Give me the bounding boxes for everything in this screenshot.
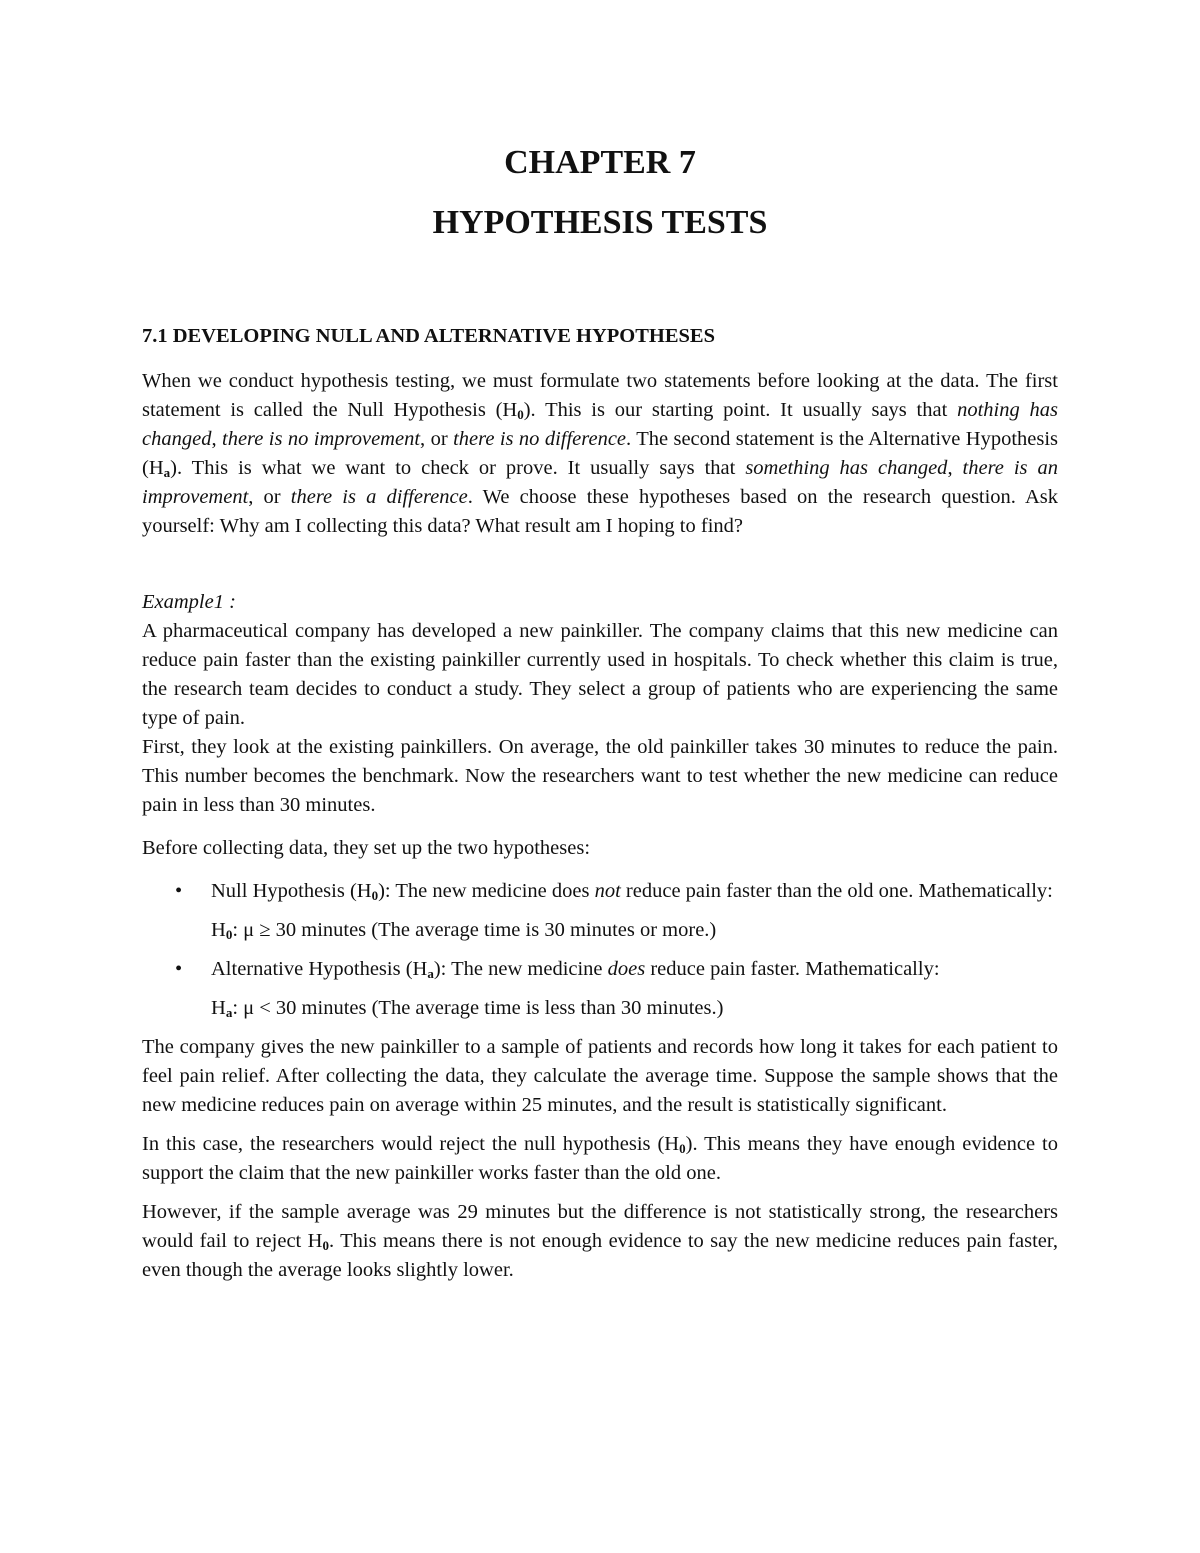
intro-text-9: . We choose these hypotheses based on the research question. Ask yourself: Why am I collecting this data? What result am I hoping to find? xyxy=(142,486,1058,537)
alt-mid: ): The new medicine xyxy=(433,958,608,980)
chapter-title: HYPOTHESIS TESTS xyxy=(432,204,768,241)
alt-lead: Alternative Hypothesis (H xyxy=(211,958,428,980)
subscript-zero: 0 xyxy=(679,1141,686,1156)
bullet-icon: • xyxy=(175,958,183,980)
null-tail: reduce pain faster than the old one. Mathematically: xyxy=(620,880,1053,902)
subscript-zero: 0 xyxy=(371,888,379,903)
para6-text-2: . This means there is not enough evidence to say the new medicine reduces pain faster, even though the average looks slightly lower. xyxy=(142,1230,1058,1281)
para5-text-1: In this case, the researchers would reject the null hypothesis (H xyxy=(142,1133,680,1155)
formula-rest: : μ ≥ 30 minutes (The average time is 30 minutes or more.) xyxy=(232,919,717,941)
null-hypothesis-text xyxy=(211,877,1058,906)
section-heading: 7.1 DEVELOPING NULL AND ALTERNATIVE HYPOTHESES xyxy=(142,325,715,347)
intro-italic-4: something has changed xyxy=(745,457,948,479)
list-item-alternative-hypothesis xyxy=(142,955,1058,1023)
example-paragraph-1: A pharmaceutical company has developed a new painkiller. The company claims that this new medicine can reduce pain faster than the existing painkiller currently used in hospitals. To check whether this claim is true, the research team decides to conduct a study. They select a group of patients who are experiencing the same type of pain. xyxy=(142,620,1058,729)
null-hypothesis-formula xyxy=(211,916,1058,945)
subscript-zero: 0 xyxy=(322,1238,329,1253)
example-label-line xyxy=(142,588,1058,617)
subscript-zero: 0 xyxy=(517,407,524,422)
formula-h: H xyxy=(211,997,226,1019)
subscript-a: a xyxy=(163,465,171,480)
example-paragraph-5 xyxy=(142,1130,1058,1188)
intro-italic-1: nothing has changed xyxy=(142,399,1058,450)
example-paragraph-4: The company gives the new painkiller to a sample of patients and records how long it takes for each patient to feel pain relief. After collecting the data, they calculate the average time. Suppose the sample shows that the new medicine reduces pain on average within 25 minutes, and the result is statistically significant. xyxy=(142,1036,1058,1116)
intro-italic-3: there is no difference xyxy=(453,428,627,450)
chapter-number: CHAPTER 7 xyxy=(504,144,696,181)
intro-italic-2: there is no improvement xyxy=(222,428,421,450)
null-lead: Null Hypothesis (H xyxy=(211,880,372,902)
hypotheses-list xyxy=(142,877,1058,1023)
list-item-null-hypothesis xyxy=(142,877,1058,945)
subscript-zero: 0 xyxy=(225,927,233,942)
formula-rest: : μ < 30 minutes (The average time is less than 30 minutes.) xyxy=(232,997,724,1019)
intro-text-1: When we conduct hypothesis testing, we must formulate two statements before looking at the data. The first statement is called the Null Hypothesis (H xyxy=(142,370,1058,421)
intro-text-5: . The second statement is the Alternative Hypothesis (H xyxy=(142,428,1059,479)
para6-text-1: However, if the sample average was 29 minutes but the difference is not statistically strong, the researchers would fail to reject H xyxy=(142,1201,1058,1252)
example-paragraph-2: First, they look at the existing painkillers. On average, the old painkiller takes 30 minutes to reduce the pain. This number becomes the benchmark. Now the researchers want to test whether the new medicine can reduce pain in less than 30 minutes. xyxy=(142,736,1058,816)
example-paragraph-6 xyxy=(142,1198,1058,1285)
intro-text-7: , xyxy=(947,457,963,479)
intro-paragraph xyxy=(142,367,1058,541)
bullet-icon: • xyxy=(175,880,183,902)
subscript-a: a xyxy=(427,966,434,981)
page-content xyxy=(142,322,1058,1285)
null-mid: ): The new medicine does xyxy=(378,880,595,902)
intro-text-6: ). This is what we want to check or prove. It usually says that xyxy=(170,457,746,479)
subscript-a: a xyxy=(225,1005,233,1020)
intro-text-3: , xyxy=(211,428,222,450)
alternative-hypothesis-text xyxy=(211,955,1058,984)
intro-text-8: , or xyxy=(248,486,291,508)
intro-italic-5: there is an improvement xyxy=(142,457,1058,508)
alt-tail: reduce pain faster. Mathematically: xyxy=(645,958,940,980)
example-paragraph-3: Before collecting data, they set up the two hypotheses: xyxy=(142,837,591,859)
null-emphasis: not xyxy=(594,880,621,902)
alt-emphasis: does xyxy=(607,958,646,980)
intro-text-2: ). This is our starting point. It usually says that xyxy=(523,399,958,421)
para5-text-2: ). This means they have enough evidence to support the claim that the new painkiller works faster than the old one. xyxy=(142,1133,1058,1184)
formula-h: H xyxy=(211,919,226,941)
alternative-hypothesis-formula xyxy=(211,994,1058,1023)
intro-text-4: , or xyxy=(420,428,454,450)
intro-italic-6: there is a difference xyxy=(290,486,468,508)
example-label: Example1 : xyxy=(142,591,236,613)
